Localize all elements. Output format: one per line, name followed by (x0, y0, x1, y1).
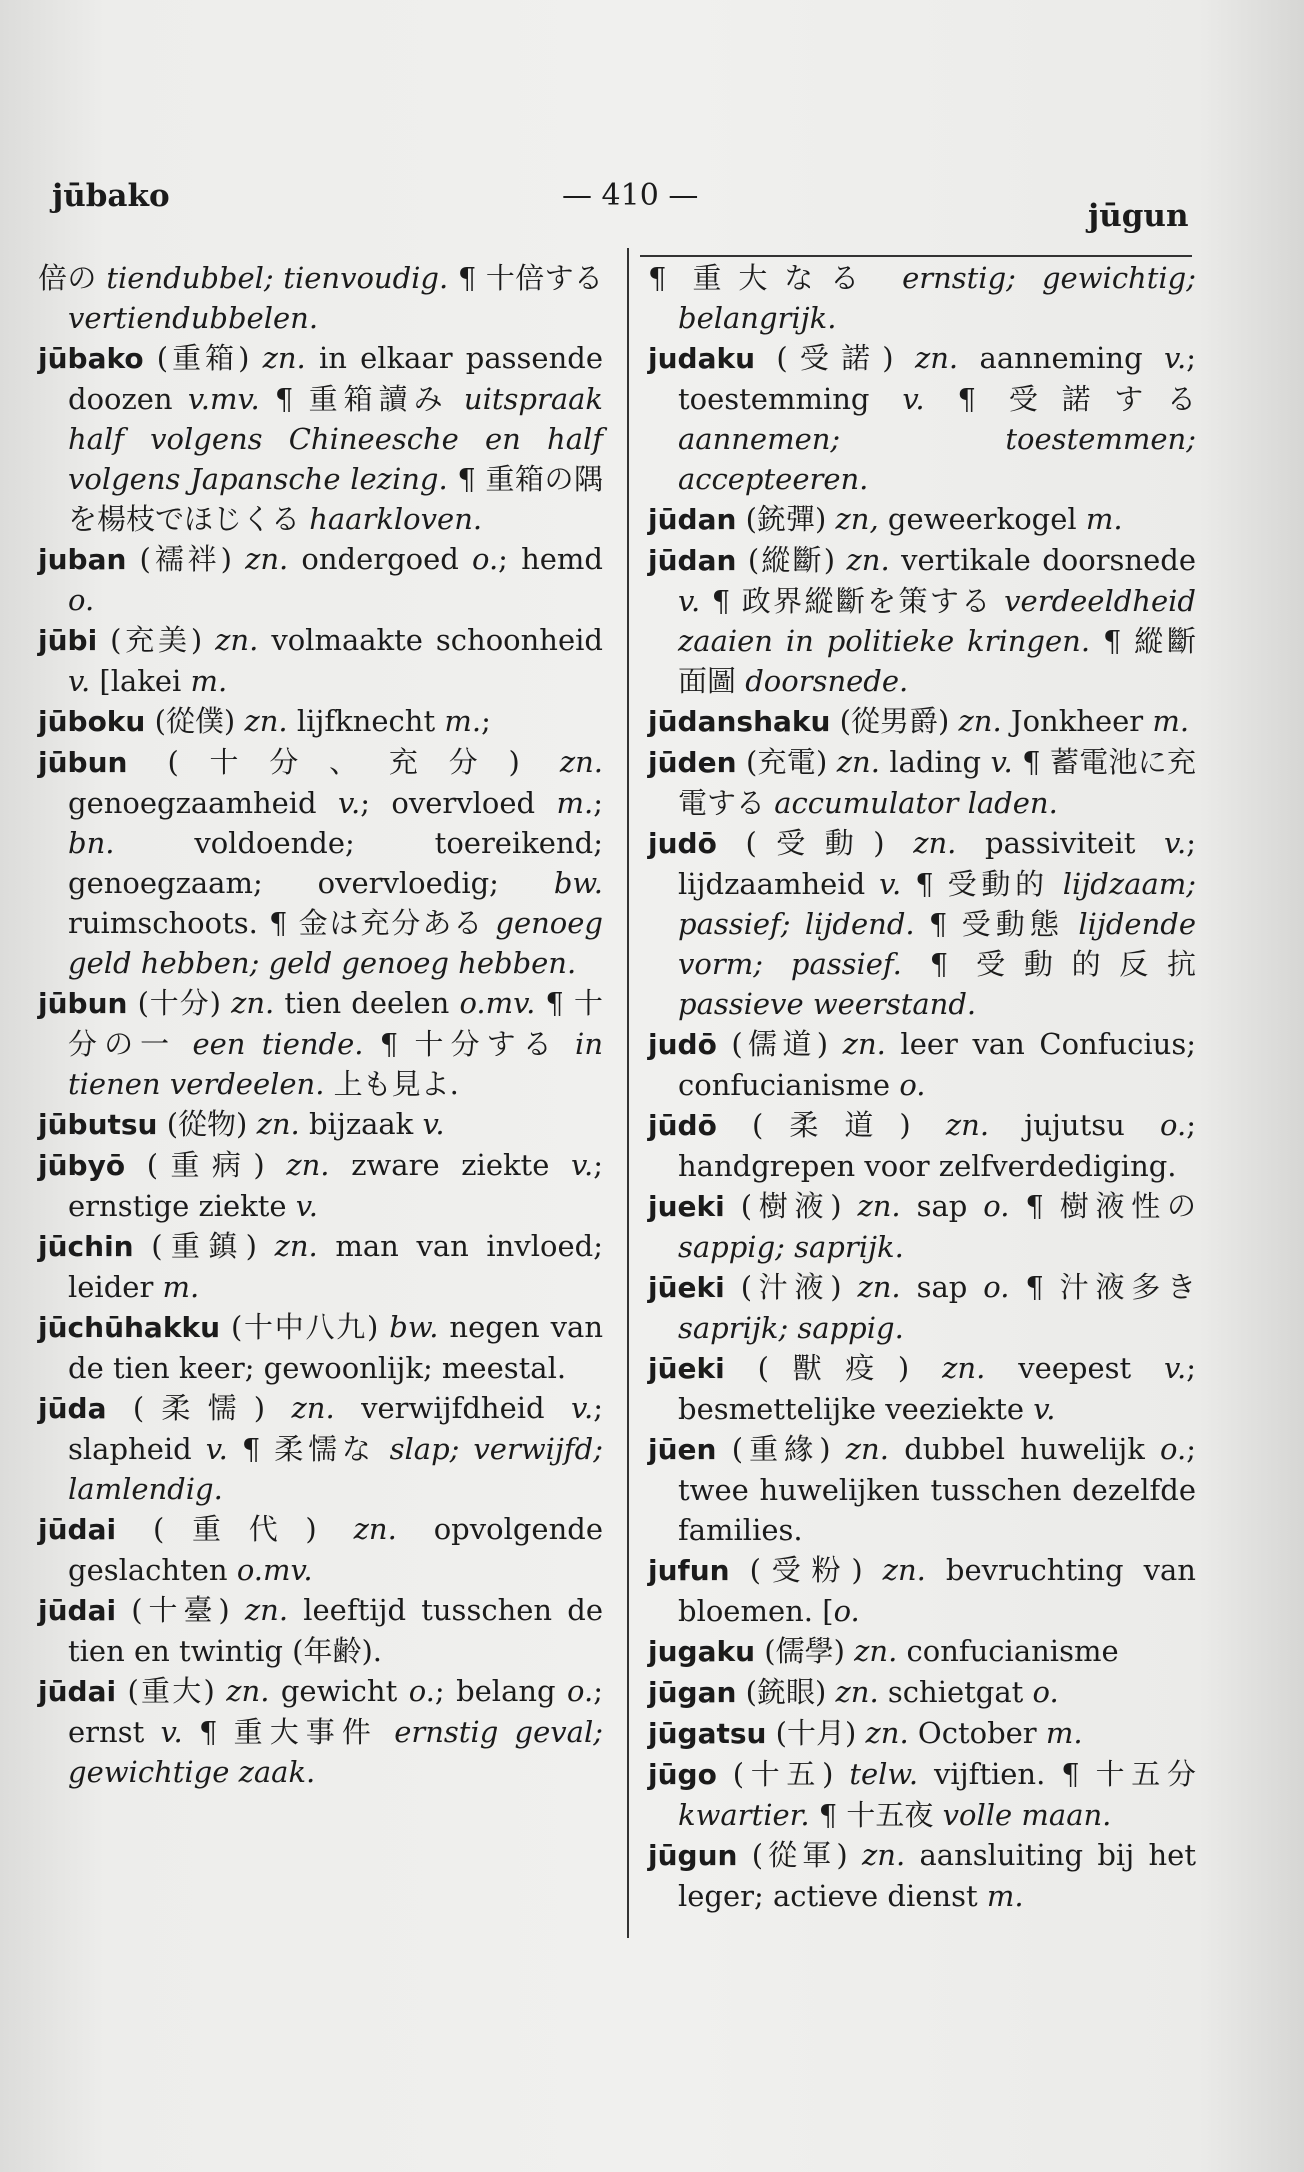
dictionary-entry (648, 1186, 1196, 1267)
headword: judō (648, 1028, 717, 1061)
dictionary-entry (648, 1105, 1196, 1186)
headword: jūen (648, 1433, 717, 1466)
entry-text: ¶ 重箱の隅を楊枝でほじくる (68, 462, 604, 536)
entry-text: ; twee huwelijken tusschen dezelfde families. (678, 1432, 1196, 1547)
italic-gloss: v. (1164, 1351, 1187, 1385)
dictionary-entry (648, 1754, 1196, 1835)
entry-text: (十五) (716, 1757, 850, 1791)
entry-text: (重病) (125, 1148, 287, 1182)
italic-gloss: vertiendubbelen. (68, 301, 319, 335)
italic-gloss: zn. (835, 1675, 879, 1709)
italic-gloss: o. (68, 583, 95, 617)
entry-text: ; hemd (498, 542, 603, 576)
headword: jūdai (38, 1513, 117, 1546)
headword: jūdō (648, 1109, 717, 1142)
italic-gloss: o. (1160, 1108, 1187, 1142)
dictionary-entry (38, 258, 603, 338)
italic-gloss: zn. (846, 543, 890, 577)
entry-text: (受諾) (755, 341, 915, 375)
italic-gloss: o. (1160, 1432, 1187, 1466)
entry-text: in elkaar passende doozen (68, 341, 603, 416)
dictionary-entry (648, 1835, 1196, 1916)
italic-gloss: o. (983, 1270, 1010, 1304)
column-divider (627, 248, 629, 1938)
entry-text: ¶ 汁液多き (1009, 1270, 1196, 1304)
entry-text: ; belang (434, 1674, 568, 1708)
italic-gloss: v. (990, 745, 1013, 779)
entry-text: Jonkheer (1001, 704, 1153, 738)
entry-text: (從男爵) (830, 704, 959, 738)
italic-gloss: v. (571, 1391, 594, 1425)
italic-gloss: slap; verwijfd; lamlendig. (68, 1432, 603, 1506)
entry-text: vijftien. ¶ 十五分 (918, 1757, 1196, 1791)
italic-gloss: o. (833, 1594, 860, 1628)
italic-gloss: zn. (244, 704, 288, 738)
headword: jūbun (38, 746, 128, 779)
dictionary-entry (38, 1226, 603, 1307)
italic-gloss: o.mv. (236, 1553, 313, 1587)
entry-text: veepest (985, 1351, 1165, 1385)
italic-gloss: zn. (245, 542, 289, 576)
entry-text: schietgat (878, 1675, 1033, 1709)
entry-text: ; besmettelijke veeziekte (678, 1351, 1196, 1426)
dictionary-entry (38, 1145, 603, 1226)
entry-text: leeftijd tusschen de tien en twintig (年齢). (68, 1593, 603, 1668)
entry-text: volmaakte schoonheid (258, 623, 603, 657)
entry-text: verwijfdheid (334, 1391, 572, 1425)
dictionary-entry (648, 1429, 1196, 1550)
entry-text: ¶ 柔懦な (227, 1432, 390, 1466)
headword: juban (38, 543, 127, 576)
entry-text: (從僕) (145, 704, 245, 738)
entry-text: ; toestemming (678, 341, 1196, 416)
italic-gloss: zn. (914, 341, 959, 375)
italic-gloss: zn. (256, 1107, 300, 1141)
dictionary-entry (38, 1307, 603, 1388)
dictionary-entry (648, 1550, 1196, 1631)
italic-gloss: zn. (865, 1716, 909, 1750)
italic-gloss: v. (879, 867, 902, 901)
italic-gloss: genoeg geld hebben; geld genoeg hebben. (68, 906, 603, 980)
entry-text: leer van Confucius; confucianisme (678, 1027, 1196, 1102)
headword: jūeki (648, 1271, 725, 1304)
italic-gloss: v. (68, 664, 91, 698)
italic-gloss: een tiende. (192, 1027, 364, 1061)
entry-text: ruimschoots. ¶ 金は充分ある (68, 906, 496, 940)
headword: jūbyō (38, 1149, 126, 1182)
headword: jūchūhakku (38, 1311, 220, 1344)
entry-text: lijfknecht (287, 704, 445, 738)
headword: jūdai (38, 1675, 117, 1708)
entry-text: genoegzaamheid (68, 786, 339, 820)
italic-gloss: zn. (842, 1027, 886, 1061)
entry-text: zware ziekte (329, 1148, 572, 1182)
italic-gloss: telw. (849, 1757, 919, 1791)
italic-gloss: zn. (353, 1512, 397, 1546)
italic-gloss: bw. (389, 1310, 439, 1344)
italic-gloss: v. (205, 1432, 228, 1466)
headword: jūdan (648, 544, 737, 577)
entry-text: negen van de tien keer; gewoonlijk; meestal. (68, 1310, 603, 1385)
italic-gloss: zn. (845, 1432, 889, 1466)
italic-gloss: v. (422, 1107, 445, 1141)
entry-text: (十分) (127, 986, 232, 1020)
italic-gloss: ernstig geval; gewichtige zaak. (68, 1715, 603, 1789)
italic-gloss: saprijk; sappig. (678, 1311, 904, 1345)
left-guide-word: jūbako (52, 178, 170, 214)
entry-text: (重代) (116, 1512, 354, 1546)
entry-text: (十分、充分) (127, 745, 560, 779)
entry-text: ¶ 受動態 (914, 907, 1079, 941)
italic-gloss: v. (338, 786, 361, 820)
entry-text: (儒學) (755, 1634, 855, 1668)
entry-text: dubbel huwelijk (888, 1432, 1161, 1466)
headword: jūden (648, 746, 737, 779)
italic-gloss: verdeeldheid zaaien in politieke kringen. (678, 584, 1196, 658)
entry-text: October (908, 1716, 1046, 1750)
entry-text: ¶ 政界縱斷を策する (700, 584, 1005, 618)
dictionary-entry (38, 338, 603, 539)
entry-text: ; (593, 786, 603, 820)
headword: jūbi (38, 624, 98, 657)
italic-gloss: zn. (274, 1229, 318, 1263)
headword: jugaku (648, 1635, 756, 1668)
entry-text: gewicht (269, 1674, 409, 1708)
italic-gloss: bn. (68, 826, 115, 860)
entry-text: (充美) (97, 623, 216, 657)
entry-text: ; slapheid (68, 1391, 603, 1466)
headword: jūbutsu (38, 1108, 158, 1141)
entry-text: (受動) (716, 826, 914, 860)
italic-gloss: v.mv. (187, 382, 260, 416)
entry-text: (十月) (766, 1716, 866, 1750)
dictionary-entry (648, 499, 1196, 540)
italic-gloss: aannemen; toestemmen; accepteeren. (678, 422, 1196, 496)
italic-gloss: m. (986, 1879, 1024, 1913)
entry-text: confucianisme (897, 1634, 1119, 1668)
entry-text: (重箱) (143, 341, 263, 375)
dictionary-entry (38, 1388, 603, 1509)
italic-gloss: zn. (913, 826, 957, 860)
header-rule (640, 255, 1192, 257)
italic-gloss: o. (1032, 1675, 1059, 1709)
headword: jūbako (38, 342, 144, 375)
italic-gloss: zn. (857, 1189, 901, 1223)
dictionary-entry (38, 1590, 603, 1671)
italic-gloss: zn. (945, 1108, 990, 1142)
italic-gloss: zn. (244, 1593, 289, 1627)
dictionary-entry (38, 1671, 603, 1792)
italic-gloss: zn. (942, 1351, 986, 1385)
entry-text: ¶ 重大事件 (182, 1715, 395, 1749)
entry-text: (重鎮) (133, 1229, 275, 1263)
entry-text: (充電) (736, 745, 837, 779)
italic-gloss: v. (571, 1148, 594, 1182)
entry-text: ; ernst (68, 1674, 603, 1749)
entry-text: ¶ 受動的反抗 (901, 947, 1196, 981)
entry-text: passiviteit (956, 826, 1165, 860)
entry-text: vertikale doorsnede (889, 543, 1196, 577)
headword: jūgan (648, 1676, 737, 1709)
entry-text: ¶ 十五夜 (809, 1798, 943, 1832)
headword: jūdan (648, 503, 737, 536)
italic-gloss: v. (1164, 826, 1187, 860)
dictionary-entry (648, 742, 1196, 823)
headword: judō (648, 827, 717, 860)
italic-gloss: zn. (291, 1391, 335, 1425)
entry-text: man van invloed; leider (68, 1229, 603, 1304)
dictionary-entry (648, 540, 1196, 701)
italic-gloss: o. (472, 542, 499, 576)
dictionary-entry (648, 338, 1196, 499)
italic-gloss: v. (160, 1715, 183, 1749)
entry-text: ¶ 十分の一 (68, 986, 603, 1061)
italic-gloss: v. (678, 584, 701, 618)
entry-text: ; (481, 704, 491, 738)
italic-gloss: zn, (835, 502, 879, 536)
italic-gloss: sappig; saprijk. (678, 1230, 904, 1264)
headword: jūgo (648, 1758, 717, 1791)
headword: jūboku (38, 705, 146, 738)
dictionary-entry (648, 1713, 1196, 1754)
entry-text: (十中八九) (220, 1310, 390, 1344)
dictionary-entry (648, 1024, 1196, 1105)
entry-text: aanneming (958, 341, 1165, 375)
entry-text: ¶ 十分する (363, 1027, 576, 1061)
entry-text: tien deelen (274, 986, 460, 1020)
italic-gloss: m. (162, 1270, 200, 1304)
italic-gloss: zn. (958, 704, 1002, 738)
headword: jūdai (38, 1594, 117, 1627)
entry-text: ; overvloed (360, 786, 557, 820)
entry-text: opvolgende geslachten (68, 1512, 603, 1587)
italic-gloss: o. (983, 1189, 1010, 1223)
italic-gloss: m. (444, 704, 482, 738)
italic-gloss: zn. (862, 1838, 906, 1872)
entry-text: (柔懦) (106, 1391, 292, 1425)
italic-gloss: zn. (882, 1553, 926, 1587)
italic-gloss: tiendubbel; tienvoudig. (106, 261, 449, 295)
italic-gloss: kwartier. (678, 1798, 810, 1832)
dictionary-entry (38, 620, 603, 701)
italic-gloss: v. (295, 1189, 318, 1223)
italic-gloss: accumulator laden. (774, 786, 1058, 820)
italic-gloss: ernstig; gewichtig; belangrijk. (678, 261, 1196, 335)
italic-gloss: o. (408, 1674, 435, 1708)
headword: jūdanshaku (648, 705, 831, 738)
dictionary-entry (648, 701, 1196, 742)
headword: jūeki (648, 1352, 725, 1385)
entry-text: [lakei (90, 664, 191, 698)
dictionary-entry (38, 539, 603, 620)
entry-text: ¶ 縱斷面圖 (678, 624, 1196, 698)
italic-gloss: m. (190, 664, 228, 698)
italic-gloss: zn. (215, 623, 259, 657)
italic-gloss: zn. (286, 1148, 330, 1182)
entry-text: (從物) (157, 1107, 257, 1141)
entry-text: (襦袢) (126, 542, 246, 576)
entry-text: (縱斷) (736, 543, 847, 577)
entry-text: (從軍) (737, 1838, 862, 1872)
italic-gloss: v. (1033, 1392, 1056, 1426)
entry-text: sap (900, 1189, 984, 1223)
italic-gloss: zn. (857, 1270, 901, 1304)
headword: jūda (38, 1392, 107, 1425)
headword: jūgun (648, 1839, 738, 1872)
dictionary-entry (38, 701, 603, 742)
italic-gloss: m. (1045, 1716, 1083, 1750)
entry-text: ; lijdzaamheid (678, 826, 1196, 901)
entry-text: (銃眼) (736, 1675, 836, 1709)
entry-text: ¶ 樹液性の (1009, 1189, 1196, 1223)
italic-gloss: o. (567, 1674, 594, 1708)
headword: jufun (648, 1554, 730, 1587)
italic-gloss: passieve weerstand. (678, 987, 977, 1021)
italic-gloss: zn. (231, 986, 275, 1020)
dictionary-entry (648, 1672, 1196, 1713)
entry-text: (柔道) (716, 1108, 946, 1142)
italic-gloss: zn. (262, 341, 306, 375)
italic-gloss: zn. (836, 745, 880, 779)
entry-text: voldoende; toereikend; genoegzaam; overvloedig; (68, 826, 603, 900)
right-column (648, 258, 1196, 1916)
italic-gloss: zn. (854, 1634, 898, 1668)
entry-text: ¶ 重大なる (648, 261, 903, 295)
entry-text: ¶ 受諾する (924, 382, 1196, 416)
italic-gloss: zn. (226, 1674, 270, 1708)
headword: jueki (648, 1190, 725, 1223)
italic-gloss: m. (1085, 502, 1123, 536)
italic-gloss: zn. (559, 745, 603, 779)
right-guide-word: jūgun (1088, 198, 1189, 234)
entry-text: (汁液) (724, 1270, 858, 1304)
entry-text: jujutsu (989, 1108, 1161, 1142)
italic-gloss: m. (556, 786, 594, 820)
entry-text: ¶ 重箱讀み (259, 382, 464, 416)
italic-gloss: bw. (553, 866, 603, 900)
italic-gloss: lijdende vorm; passief. (678, 907, 1196, 981)
headword: jūgatsu (648, 1717, 767, 1750)
dictionary-entry (648, 258, 1196, 338)
dictionary-entry (648, 1267, 1196, 1348)
entry-text: (獸疫) (724, 1351, 943, 1385)
entry-text: ¶ 受動的 (901, 867, 1063, 901)
headword: jūchin (38, 1230, 134, 1263)
italic-gloss: uitspraak half volgens Chineesche en half volgens Japansche lezing. (68, 382, 603, 496)
entry-text: bevruchting van bloemen. [ (678, 1553, 1196, 1628)
dictionary-entry (648, 1348, 1196, 1429)
left-column (38, 258, 603, 1792)
italic-gloss: haarkloven. (309, 502, 483, 536)
headword: jūbun (38, 987, 128, 1020)
italic-gloss: o.mv. (459, 986, 536, 1020)
italic-gloss: volle maan. (942, 1798, 1112, 1832)
entry-text: aansluiting bij het leger; actieve dienst (678, 1838, 1196, 1913)
italic-gloss: v. (902, 382, 925, 416)
entry-text: sap (900, 1270, 984, 1304)
entry-text: (樹液) (724, 1189, 858, 1223)
italic-gloss: in tienen verdeelen. (68, 1027, 603, 1101)
headword: judaku (648, 342, 756, 375)
entry-text: ¶ 十倍する (448, 261, 603, 295)
dictionary-entry (38, 742, 603, 983)
entry-text: (儒道) (716, 1027, 843, 1061)
entry-text: (十臺) (116, 1593, 245, 1627)
italic-gloss: lijdzaam; passief; lijdend. (678, 867, 1196, 941)
entry-text: ; handgrepen voor zelfverdediging. (678, 1108, 1196, 1183)
entry-text: ; ernstige ziekte (68, 1148, 603, 1223)
dictionary-entry (38, 983, 603, 1104)
entry-text: (受粉) (729, 1553, 883, 1587)
italic-gloss: doorsnede. (745, 664, 909, 698)
entry-text: bijzaak (299, 1107, 423, 1141)
dictionary-entry (648, 823, 1196, 1024)
italic-gloss: m. (1152, 704, 1190, 738)
entry-text: (重緣) (716, 1432, 846, 1466)
entry-text: lading (879, 745, 991, 779)
entry-text: ondergoed (288, 542, 472, 576)
page-number: — 410 — (562, 178, 699, 213)
entry-text: (銃彈) (736, 502, 836, 536)
entry-text: geweerkogel (878, 502, 1086, 536)
dictionary-entry (38, 1104, 603, 1145)
entry-text: 倍の (38, 261, 107, 295)
entry-text: 上も見よ. (324, 1067, 459, 1101)
italic-gloss: v. (1164, 341, 1187, 375)
entry-text: (重大) (116, 1674, 227, 1708)
dictionary-entry (38, 1509, 603, 1590)
entry-text: ¶ 蓄電池に充電する (678, 745, 1196, 820)
dictionary-entry (648, 1631, 1196, 1672)
italic-gloss: o. (899, 1068, 926, 1102)
